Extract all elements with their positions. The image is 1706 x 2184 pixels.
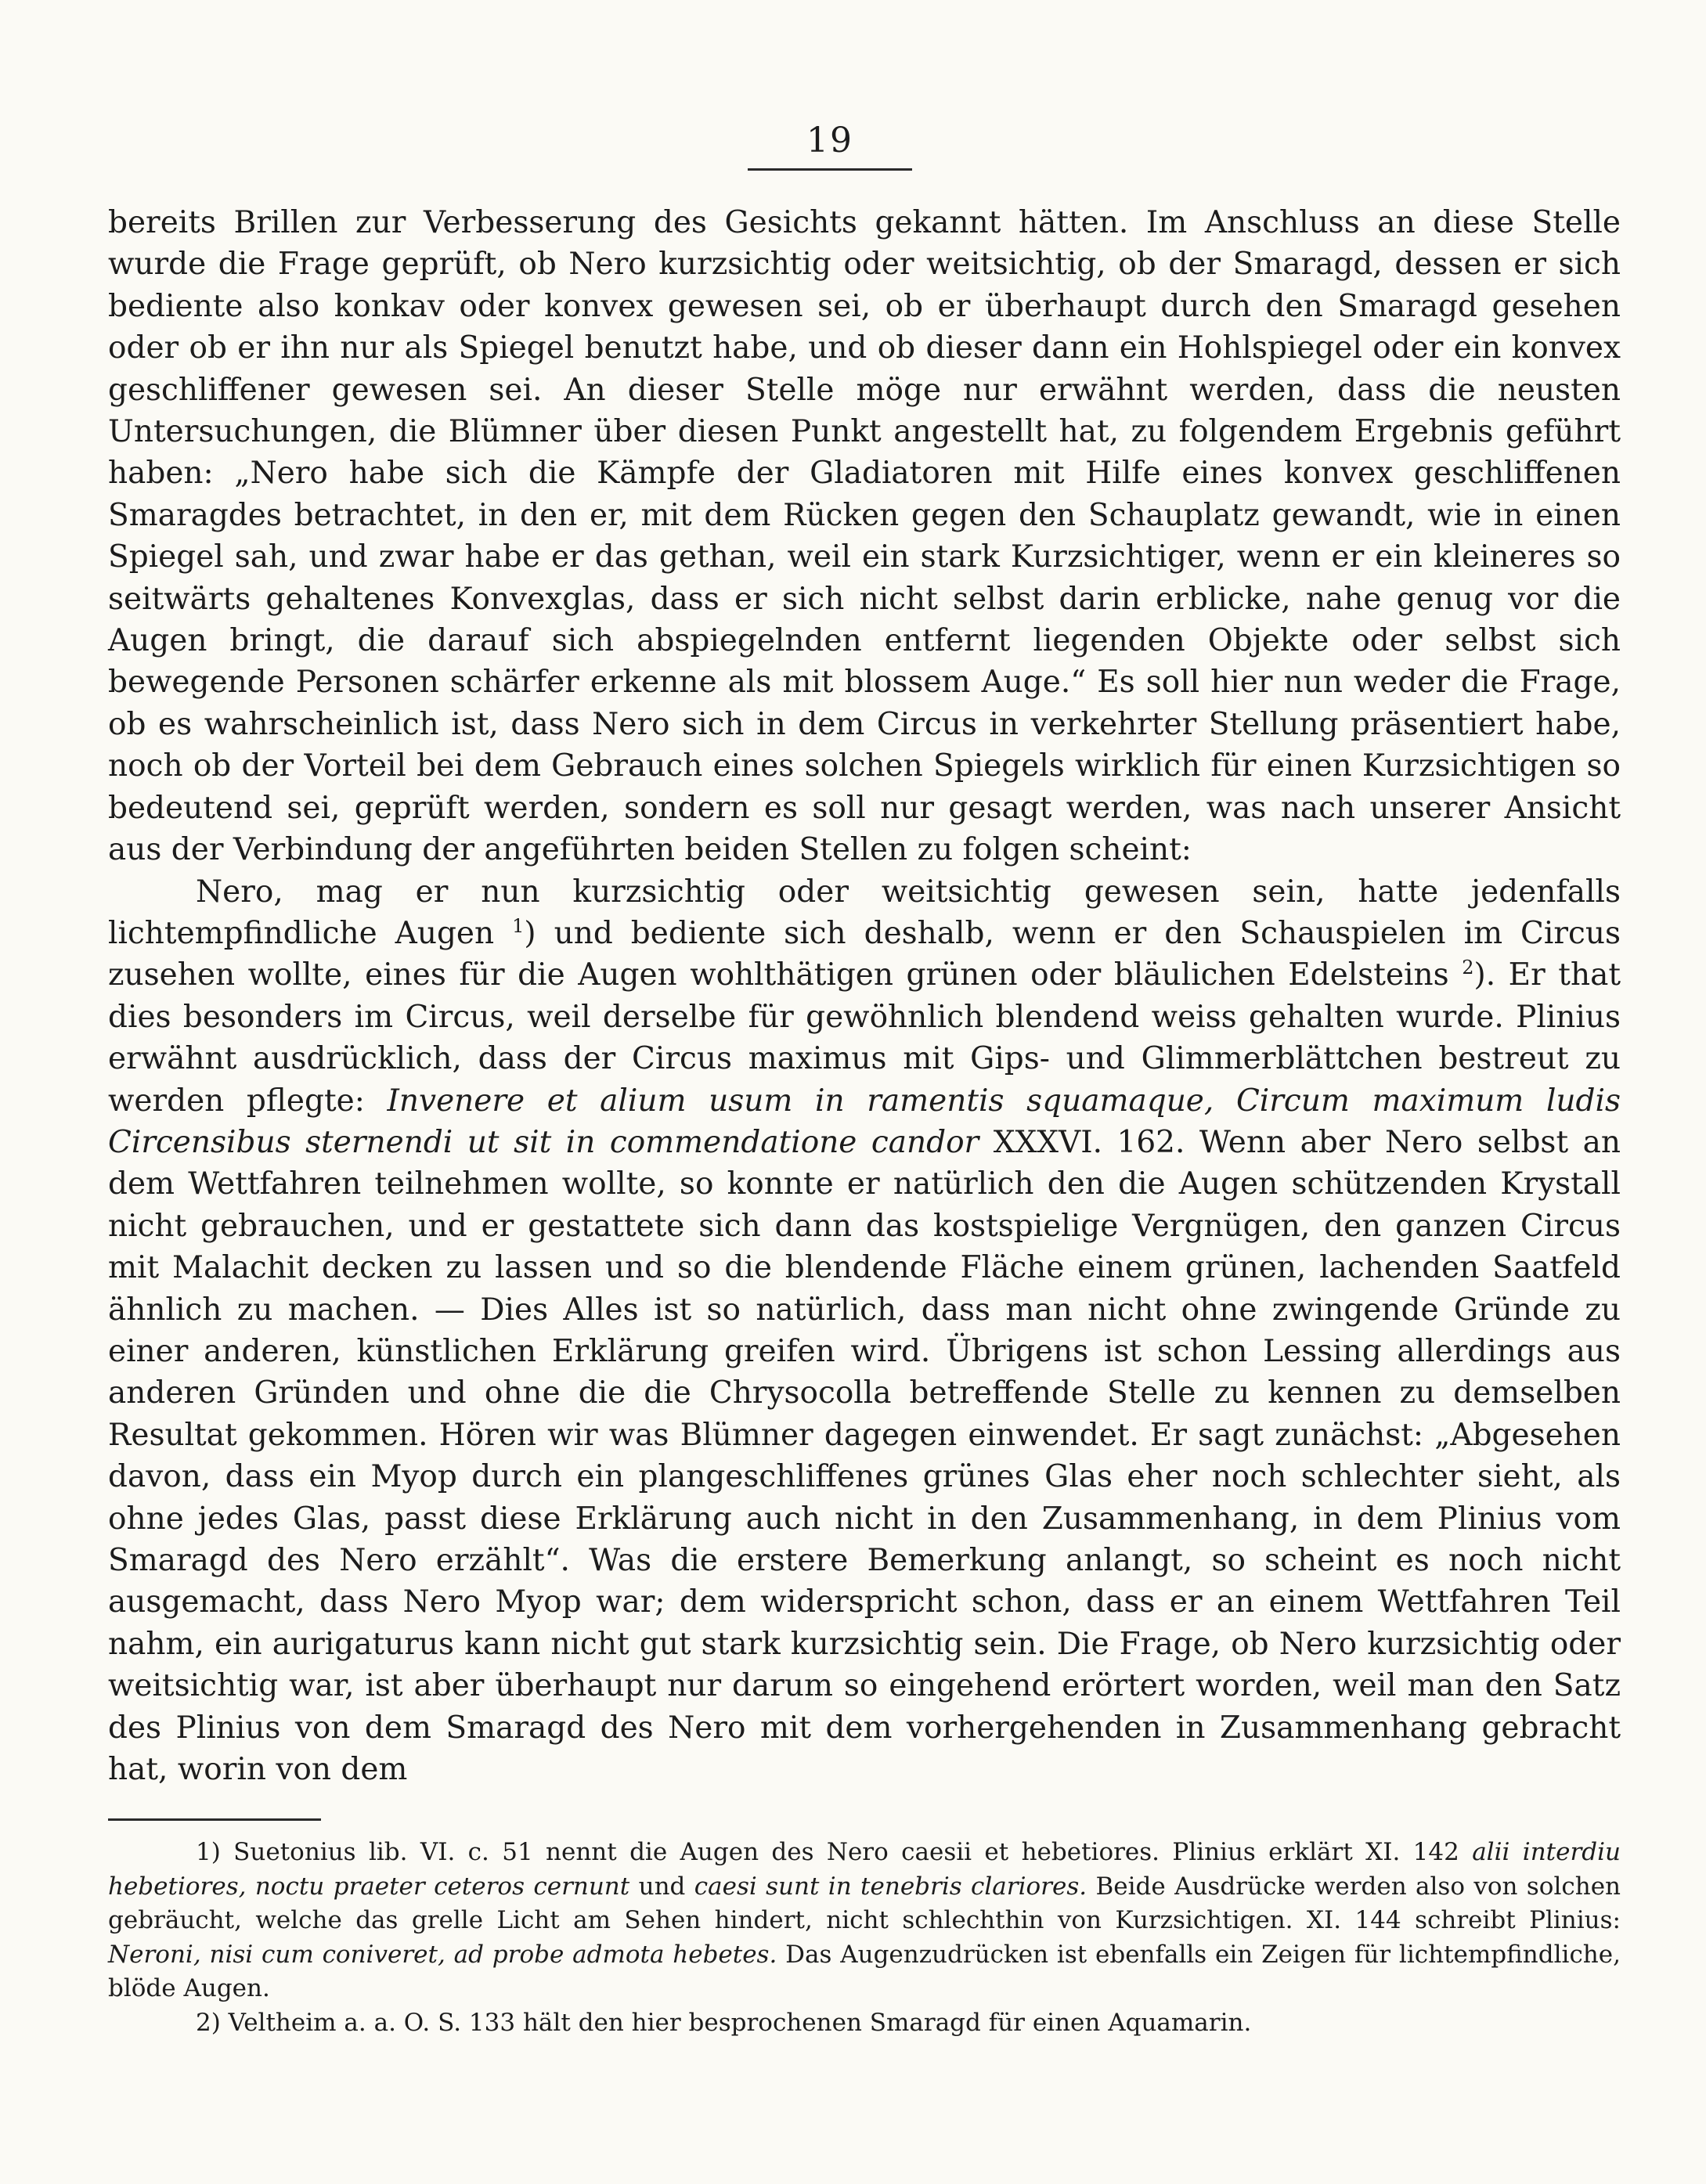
body-text	[108, 202, 1621, 1790]
footnotes	[108, 1836, 1621, 2040]
paragraph-text: ) und bediente sich deshalb, wenn er den Schauspielen im Circus zusehen wollte, eines für die Augen wohlthätigen grünen oder bläulichen Edelsteins	[108, 915, 1621, 993]
footnote-text: 2) Veltheim a. a. O. S. 133 hält den hier besprochenen Smaragd für einen Aquamarin.	[196, 2008, 1252, 2037]
latin-quotation: caesi sunt in tenebris clariores.	[694, 1872, 1087, 1901]
paragraph-text: Nero, mag er nun kurzsichtig oder weitsichtig gewesen sein, hatte jedenfalls lichtempfindliche Augen	[108, 874, 1621, 951]
latin-quotation: alii interdiu hebetiores, noctu praeter ceteros cernunt	[108, 1838, 1621, 1901]
paragraph-text: ). Er that dies besonders im Circus, weil derselbe für gewöhnlich blendend weiss gehalten wurde. Plinius erwähnt ausdrücklich, dass der Circus maximus mit Gips- und Glimmerblättchen bestreut zu werden pflegte:	[108, 957, 1621, 1119]
footnote	[108, 1836, 1621, 2006]
footnote-text: 1) Suetonius lib. VI. c. 51 nennt die Augen des Nero caesii et hebetiores. Plinius erklärt XI. 142	[196, 1838, 1473, 1866]
footnote-text: Das Augenzudrücken ist ebenfalls ein Zeigen für lichtempfindliche, blöde Augen.	[108, 1940, 1621, 2002]
paragraph-text: XXXVI. 162. Wenn aber Nero selbst an dem Wettfahren teilnehmen wollte, so konnte er natürlich den die Augen schützenden Krystall nicht gebrauchen, und er gestattete sich dann das kostspielige Vergnügen, den ganzen Circus mit Malachit decken zu lassen und so die blendende Fläche einem grünen, lachenden Saatfeld ähnlich zu machen. — Dies Alles ist so natürlich, dass man nicht ohne zwingende Gründe zu einer anderen, künstlichen Erklärung greifen wird. Übrigens ist schon Lessing allerdings aus anderen Gründen und ohne die die Chrysocolla betreffende Stelle zu kennen zu demselben Resultat gekommen. Hören wir was Blümner dagegen einwendet. Er sagt zunächst: „Abgesehen davon, dass ein Myop durch ein plangeschliffenes grünes Glas eher noch schlechter sieht, als ohne jedes Glas, passt diese Erklärung auch nicht in den Zusammenhang, in dem Plinius vom Smaragd des Nero erzählt“. Was die erstere Bemerkung anlangt, so scheint es noch nicht ausgemacht, dass Nero Myop war; dem widerspricht schon, dass er an einem Wettfahren Teil nahm, ein aurigaturus kann nicht gut stark kurzsichtig sein. Die Frage, ob Nero kurzsichtig oder weitsichtig war, ist aber überhaupt nur darum so eingehend erörtert worden, weil man den Satz des Plinius von dem Smaragd des Nero mit dem vorhergehenden in Zusammenhang gebracht hat, worin von dem	[108, 1124, 1621, 1788]
footnote-marker: 1	[512, 914, 525, 937]
paragraph	[108, 871, 1621, 1791]
page-number: 19	[806, 121, 853, 160]
footnote-text: und	[629, 1872, 694, 1901]
footnote-text: Beide Ausdrücke werden also von solchen gebräucht, welche das grelle Licht am Sehen hindert, nicht schlechthin von Kurzsichtigen. XI. 144 schreibt Plinius:	[108, 1872, 1621, 1934]
paragraph-text: bereits Brillen zur Verbesserung des Gesichts gekannt hätten. Im Anschluss an diese Stelle wurde die Frage geprüft, ob Nero kurzsichtig oder weitsichtig, ob der Smaragd, dessen er sich bediente also konkav oder konvex gewesen sei, ob er überhaupt durch den Smaragd gesehen oder ob er ihn nur als Spiegel benutzt habe, und ob dieser dann ein Hohlspiegel oder ein konvex geschliffener gewesen sei. An dieser Stelle möge nur erwähnt werden, dass die neusten Untersuchungen, die Blümner über diesen Punkt angestellt hat, zu folgendem Ergebnis geführt haben: „Nero habe sich die Kämpfe der Gladiatoren mit Hilfe eines konvex geschliffenen Smaragdes betrachtet, in den er, mit dem Rücken gegen den Schauplatz gewandt, wie in einen Spiegel sah, und zwar habe er das gethan, weil ein stark Kurzsichtiger, wenn er ein kleineres so seitwärts gehaltenes Konvexglas, dass er sich nicht selbst darin erblicke, nahe genug vor die Augen bringt, die darauf sich abspiegelnden entfernt liegenden Objekte oder selbst sich bewegende Personen schärfer erkenne als mit blossem Auge.“ Es soll hier nun weder die Frage, ob es wahrscheinlich ist, dass Nero sich in dem Circus in verkehrter Stellung präsentiert habe, noch ob der Vorteil bei dem Gebrauch eines solchen Spiegels wirklich für einen Kurzsichtigen so bedeutend sei, geprüft werden, sondern es soll nur gesagt werden, was nach unserer Ansicht aus der Verbindung der angeführten beiden Stellen zu folgen scheint:	[108, 205, 1621, 868]
footnote-rule	[108, 1818, 321, 1821]
paragraph	[108, 202, 1621, 871]
footnote-marker: 2	[1462, 957, 1474, 979]
latin-quotation: Invenere et alium usum in ramentis squamaque, Circum maximum ludis Circensibus sternendi ut sit in commendatione candor	[108, 1083, 1621, 1160]
latin-quotation: Neroni, nisi cum coniveret, ad probe admota hebetes.	[108, 1940, 777, 1969]
footnote	[108, 2006, 1621, 2041]
header-rule	[748, 168, 912, 171]
